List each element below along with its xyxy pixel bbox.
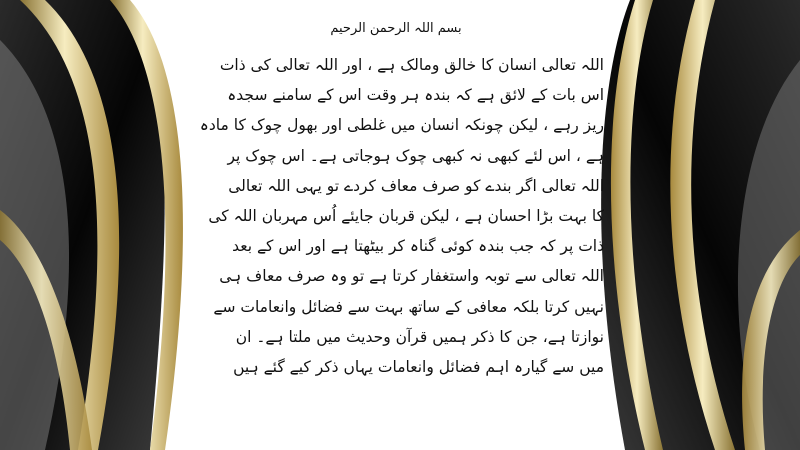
right-gold-ribbon-decoration [585, 0, 800, 450]
text-line: اللہ تعالی انسان کا خالق ومالک ہے ، اور اللہ تعالی کی ذات [219, 56, 604, 74]
bismillah-heading: بسم اللہ الرحمن الرحیم [330, 21, 462, 36]
left-gold-ribbon-decoration [0, 0, 200, 450]
text-line: اللہ تعالی سے توبہ واستغفار کرتا ہے تو وہ صرف معاف ہی [219, 267, 604, 286]
text-line: نوازتا ہے، جن کا ذکر ہمیں قرآن وحدیث میں ملتا ہے۔ ان [235, 327, 604, 346]
text-line: ذات پر کہ جب بندہ کوئی گناہ کر بیٹھتا ہے اور اس کے بعد [232, 237, 604, 256]
urdu-text-block [188, 18, 604, 438]
text-line: اس بات کے لائق ہے کہ بندہ ہر وقت اس کے سامنے سجدہ [227, 86, 604, 105]
text-line: کا بہت بڑا احسان ہے ، لیکن قربان جایئے اُس مہربان اللہ کی [208, 206, 604, 225]
text-line: ہے ، اس لئے کبھی نہ کبھی چوک ہوجاتی ہے۔ اس چوک پر [227, 146, 604, 165]
text-line: اللہ تعالی اگر بندے کو صرف معاف کردے تو یہی اللہ تعالی [228, 176, 604, 195]
text-line: نہیں کرتا بلکہ معافی کے ساتھ بہت سے فضائل وانعامات سے [213, 297, 604, 316]
text-line: میں سے گیارہ اہم فضائل وانعامات یہاں ذکر کیے گئے ہیں [233, 357, 604, 376]
text-line: ریز رہے ، لیکن چونکہ انسان میں غلطی اور بھول چوک کا مادہ [199, 116, 604, 135]
